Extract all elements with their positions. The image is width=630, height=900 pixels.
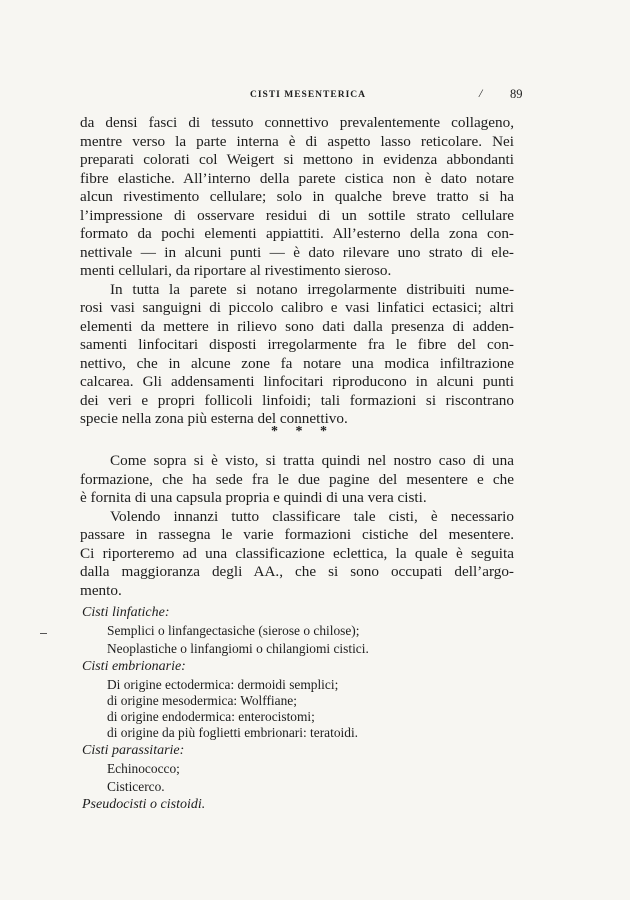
text-line: calcarea. Gli addensamenti linfocitari riproducono in alcuni punti: [80, 373, 514, 390]
category-item: di origine mesodermica: Wolffiane;: [107, 693, 297, 708]
text-line: passare in rassegna le varie formazioni cistiche del mesentere.: [80, 526, 514, 543]
text-line: mentre verso la parte interna è di aspetto lasso reticolare. Nei: [80, 132, 514, 150]
text-line: l’impressione di osservare residui di un sottile strato cellulare: [80, 206, 514, 224]
body-text-upper: [80, 114, 514, 429]
category-title: Pseudocisti o cistoidi.: [82, 797, 206, 812]
text-line: dei veri e propri follicoli linfoidi; tali formazioni si riscontrano: [80, 391, 514, 409]
category-item: Cisticerco.: [107, 779, 165, 794]
classification-list: [82, 604, 422, 814]
margin-mark: [40, 633, 47, 634]
category-item: Echinococco;: [107, 761, 180, 776]
category-item: Neoplastiche o linfangiomi o chilangiomi cistici.: [107, 641, 369, 656]
category-item: Di origine ectodermica: dermoidi semplici;: [107, 677, 339, 692]
category-title: Cisti embrionarie:: [82, 659, 186, 674]
text-line: In tutta la parete si notano irregolarmente distribuiti nume-: [110, 280, 514, 298]
page-header: [80, 86, 540, 106]
text-line: alcun rivestimento cellulare; solo in qualche breve tratto si ha: [80, 188, 514, 205]
body-text-lower: [80, 452, 514, 600]
text-line: nettivale — in alcuni punti — è dato rilevare uno strato di ele-: [80, 243, 514, 261]
text-line: dalla maggioranza degli AA., che si sono occupati dell’argo-: [80, 563, 514, 580]
text-line: formato da pochi elementi appiattiti. All’esterno della zona con-: [80, 225, 514, 242]
text-line: da densi fasci di tessuto connettivo prevalentemente collageno,: [80, 114, 514, 131]
section-separator: * * *: [271, 424, 334, 439]
text-line: nettivo, che in alcune zone fa notare una modica infiltrazione: [80, 354, 514, 372]
category-item: di origine endodermica: enterocistomi;: [107, 709, 315, 724]
text-line: elementi da mettere in rilievo sono dati dalla presenza di adden-: [80, 317, 514, 335]
text-line: formazione, che ha sede fra le due pagine del mesentere e che: [80, 470, 514, 488]
text-line: Volendo innanzi tutto classificare tale cisti, è necessario: [110, 507, 514, 525]
text-line: preparati colorati col Weigert si mettono in evidenza abbondanti: [80, 151, 514, 168]
text-line: è fornita di una capsula propria e quindi di una vera cisti.: [80, 489, 427, 506]
text-line: menti cellulari, da riportare al rivestimento sieroso.: [80, 262, 392, 279]
text-line: specie nella zona più esterna del connettivo.: [80, 410, 348, 427]
text-line: fibre elastiche. All’interno della parete cistica non è dato notare: [80, 169, 514, 187]
text-line: Ci riporteremo ad una classificazione eclettica, la quale è seguita: [80, 544, 514, 562]
text-line: Come sopra si è visto, si tratta quindi nel nostro caso di una: [110, 452, 514, 469]
category-title: Cisti linfatiche:: [82, 605, 170, 620]
category-item: Semplici o linfangectasiche (sierose o chilose);: [107, 623, 360, 638]
text-line: mento.: [80, 581, 122, 599]
text-line: samenti linfocitari disposti irregolarmente fra le fibre del con-: [80, 336, 514, 353]
running-head: CISTI MESENTERICA: [250, 90, 366, 100]
category-title: Cisti parassitarie:: [82, 743, 185, 758]
page-mark: /: [479, 86, 483, 100]
page-number: 89: [510, 87, 523, 101]
category-item: di origine da più foglietti embrionari: teratoidi.: [107, 725, 359, 740]
text-line: rosi vasi sanguigni di piccolo calibro e vasi linfatici ectasici; altri: [80, 299, 514, 316]
